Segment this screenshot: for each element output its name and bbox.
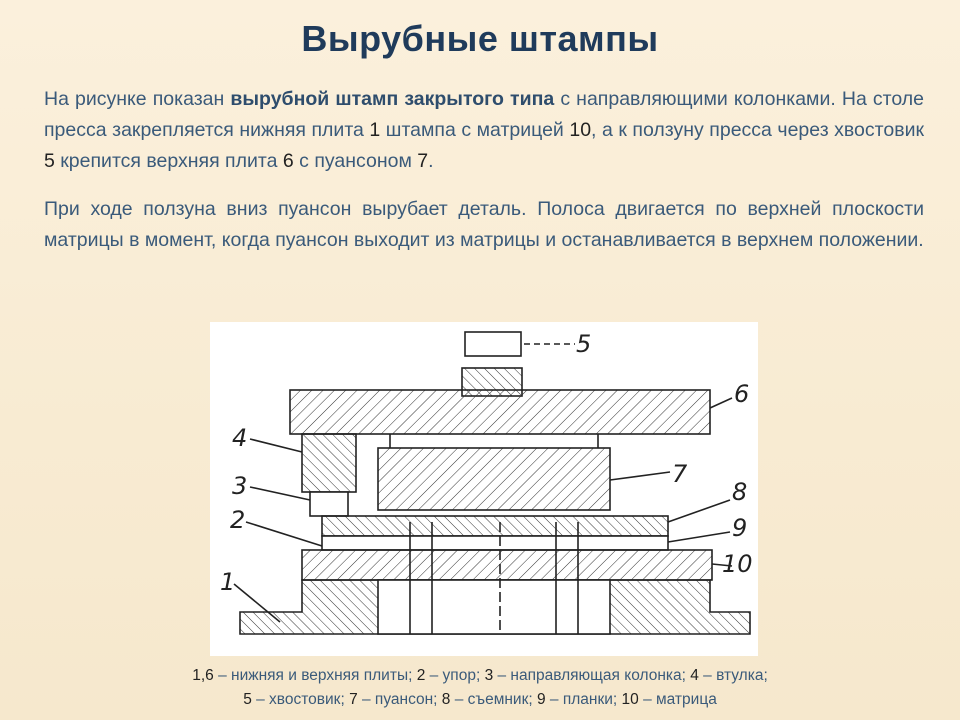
page-title: Вырубные штампы bbox=[301, 18, 659, 59]
caption-text: – планки; bbox=[545, 691, 622, 708]
caption-text: – пуансон; bbox=[357, 691, 442, 708]
guide-column bbox=[310, 492, 348, 516]
text-segment: штампа с матрицей bbox=[380, 119, 570, 141]
label-9: 9 bbox=[732, 514, 748, 542]
caption-text: – нижняя и верхняя плиты; bbox=[213, 667, 417, 684]
label-6: 6 bbox=[734, 380, 750, 408]
caption-text: – хвостовик; bbox=[251, 691, 350, 708]
die-drawing-figure bbox=[210, 322, 758, 656]
text-segment: , а к ползуну пресса через хвостовик bbox=[591, 119, 924, 141]
paragraph-intro bbox=[44, 84, 924, 177]
text-segment: с направляющими колонками. На столе пресса закрепляется нижняя плита bbox=[44, 88, 925, 141]
part-number: 5 bbox=[44, 150, 55, 172]
punch bbox=[378, 448, 610, 510]
bold-term: вырубной штамп закрытого типа bbox=[230, 88, 555, 110]
shank-top bbox=[465, 332, 521, 356]
text-segment: На рисунке показан bbox=[44, 88, 231, 110]
caption-number: 10 bbox=[621, 691, 639, 708]
caption-text: – съемник; bbox=[450, 691, 537, 708]
caption-number: 1,6 bbox=[192, 667, 214, 684]
bushing bbox=[302, 434, 356, 492]
label-4: 4 bbox=[232, 424, 248, 452]
caption-number: 7 bbox=[349, 691, 358, 708]
die bbox=[302, 550, 712, 580]
part-number: 10 bbox=[569, 119, 592, 141]
die-drawing bbox=[210, 322, 758, 656]
figure-caption bbox=[0, 664, 960, 712]
label-2: 2 bbox=[230, 506, 246, 534]
text-segment: . bbox=[428, 150, 434, 172]
caption-number: 8 bbox=[441, 691, 451, 708]
label-1: 1 bbox=[220, 568, 236, 596]
caption-line-2 bbox=[0, 688, 960, 712]
caption-number: 2 bbox=[416, 667, 426, 684]
text-segment: крепится верхняя плита bbox=[54, 150, 283, 172]
part-number: 7 bbox=[417, 150, 429, 172]
caption-number: 4 bbox=[690, 667, 699, 684]
stripper bbox=[322, 516, 668, 536]
paragraph-operation: При ходе ползуна вниз пуансон вырубает деталь. Полоса двигается по верхней плоскости матрицы в момент, когда пуансон выходит из матрицы и останавливается в верхнем положении. bbox=[44, 198, 924, 251]
caption-number: 9 bbox=[536, 691, 546, 708]
label-10: 10 bbox=[722, 550, 753, 578]
label-8: 8 bbox=[732, 478, 748, 506]
part-number: 1 bbox=[369, 119, 381, 141]
caption-text: – направляющая колонка; bbox=[493, 667, 691, 684]
guide-strips bbox=[322, 536, 668, 550]
caption-line-1 bbox=[0, 664, 960, 688]
caption-text: – упор; bbox=[425, 667, 485, 684]
caption-number: 3 bbox=[484, 667, 494, 684]
caption-text: – втулка; bbox=[698, 667, 768, 684]
part-number: 6 bbox=[282, 150, 294, 172]
label-7: 7 bbox=[672, 460, 688, 488]
label-3: 3 bbox=[232, 472, 248, 500]
caption-number: 5 bbox=[243, 691, 252, 708]
label-5: 5 bbox=[576, 330, 592, 358]
upper-plate bbox=[290, 390, 710, 434]
text-segment: с пуансоном bbox=[293, 150, 418, 172]
caption-text: – матрица bbox=[638, 691, 717, 708]
